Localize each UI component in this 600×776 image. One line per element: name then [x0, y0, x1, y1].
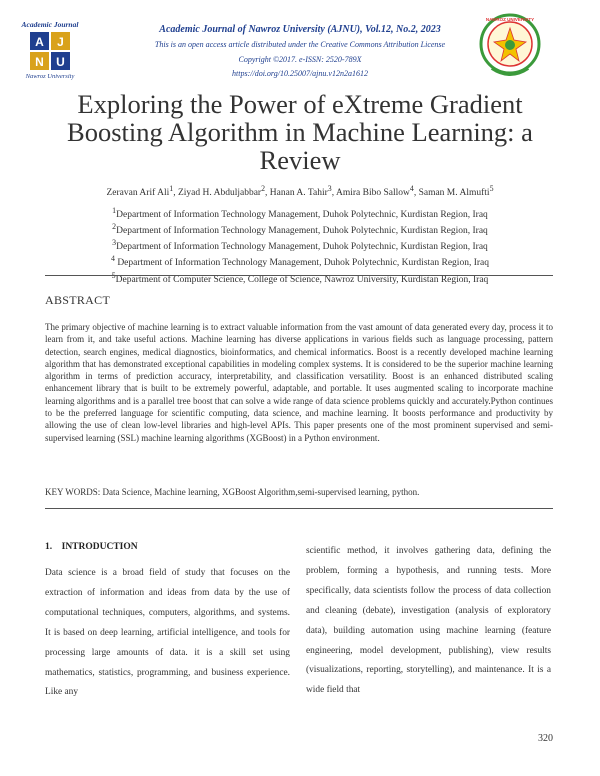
- author-name: Hanan A. Tahir: [269, 188, 328, 199]
- section-heading: 1. INTRODUCTION: [45, 542, 138, 552]
- author-sup: 4: [409, 184, 414, 193]
- paper-title: Exploring the Power of eXtreme Gradient Boosting Algorithm in Machine Learning: a Review: [67, 89, 533, 175]
- body-column-left: Data science is a broad field of study that focuses on the extraction of information and ideas from data by the use of computational techniques, computers, algorithms, and systems. It is based on deep learning, artificial intelligence, and tools for processing large amounts of data. it is a skill set using mathematics, statistics, programming, and business experience. Like any: [45, 568, 290, 698]
- abstract-heading: ABSTRACT: [45, 293, 111, 307]
- author-sup: 2: [261, 184, 266, 193]
- doi-link[interactable]: https://doi.org/10.25007/ajnu.v12n2a1612: [232, 69, 368, 78]
- affiliation-line: $^3$Department of Information Technology Management, Duhok Polytechnic, Kurdistan Region, Iraq: [112, 238, 488, 253]
- abstract-text: The primary objective of machine learning is to extract valuable information from the vast amount of data generated every day, process it to learn from it, and take useful actions. Machine learning has diverse applications in various fields such as language processing, pattern detection, search engines, medical diagnostics, bioinformatics, and chemical informatics. Boost is a recently developed machine learning algorithm that has demonstrated exceptional capabilities in modeling complex systems. It is considered to be the superior machine learning algorithm in terms of prediction accuracy, interpretability, and classification versatility. Boost is an enhanced distributed scaling enhancement library that is built to be extremely powerful, adaptable, and portable. It uses augmented scaling to incorporate machine learning algorithms and is a parallel tree boost that can solve a wide range of data science problems quickly and accurately.Python continues to be the preferred language for scientific computing, data science, and machine learning. It boosts performance and productivity by allowing the use of clean low-level libraries and high-level APIs. This paper presents one of the most prominent supervised and semi-supervised learning (SSL) machine learning algorithms (XGBoost) in a Python environment.: [45, 322, 553, 443]
- divider: [45, 508, 553, 509]
- author-name: Zeravan Arif Ali: [106, 188, 170, 199]
- body-column-right: scientific method, it involves gathering data, defining the problem, forming a hypothesis, and running tests. More specifically, data scientists follow the process of data collection and cleaning (debate), investigation (analysis of exploratory data), building automation using machine learning (feature engineering, model development, publishing), view results (visualizations, reporting, storytelling), and maintenance. It is a wide field that: [306, 546, 551, 696]
- affiliations: [30, 205, 570, 286]
- author-name: Ziyad H. Abduljabbar: [177, 188, 262, 199]
- author-sup: 1: [169, 184, 174, 193]
- logo-letter: A: [35, 35, 44, 49]
- license-line: This is an open access article distributed under the Creative Commons Attribution License: [154, 40, 446, 49]
- affiliation-line: $^4$ Department of Information Technology Management, Duhok Polytechnic, Kurdistan Region, Iraq: [110, 254, 489, 269]
- affiliation-line: $^2$Department of Information Technology Management, Duhok Polytechnic, Kurdistan Region, Iraq: [112, 222, 488, 237]
- affiliation-line: $^1$Department of Information Technology Management, Duhok Polytechnic, Kurdistan Region, Iraq: [112, 206, 488, 221]
- author-name: Amira Bibo Sallow: [335, 188, 410, 199]
- author-list: Zeravan Arif Ali$^1$, Ziyad H. Abduljabbar$^2$, Hanan A. Tahir$^3$, Amira Bibo Sallow$^4$, Saman M. Almufti$^5$: [106, 184, 494, 199]
- logo-letter: U: [56, 55, 65, 69]
- page-number: 320: [538, 733, 553, 744]
- copyright-line: Copyright ©2017. e-ISSN: 2520-789X: [238, 55, 362, 64]
- keywords: KEY WORDS: Data Science, Machine learning, XGBoost Algorithm,semi-supervised learning, python.: [45, 487, 420, 497]
- logo-letter: N: [35, 55, 44, 69]
- journal-name: Academic Journal of Nawroz University (AJNU), Vol.12, No.2, 2023: [159, 24, 441, 35]
- affiliation-line: $^5$Department of Computer Science, College of Science, Nawroz University, Kurdistan Region, Iraq: [111, 270, 489, 285]
- seal-text: NAWROZ UNIVERSITY: [485, 17, 535, 22]
- divider: [45, 275, 553, 276]
- university-seal: [478, 12, 542, 80]
- logo-text-bottom: Nawroz University: [25, 73, 75, 80]
- journal-logo: [20, 18, 80, 80]
- author-sup: 3: [327, 184, 332, 193]
- author-sup: 5: [489, 184, 494, 193]
- logo-text-top: Academic Journal: [21, 20, 79, 29]
- author-name: Saman M. Almufti: [418, 188, 490, 199]
- logo-letter: J: [57, 35, 64, 49]
